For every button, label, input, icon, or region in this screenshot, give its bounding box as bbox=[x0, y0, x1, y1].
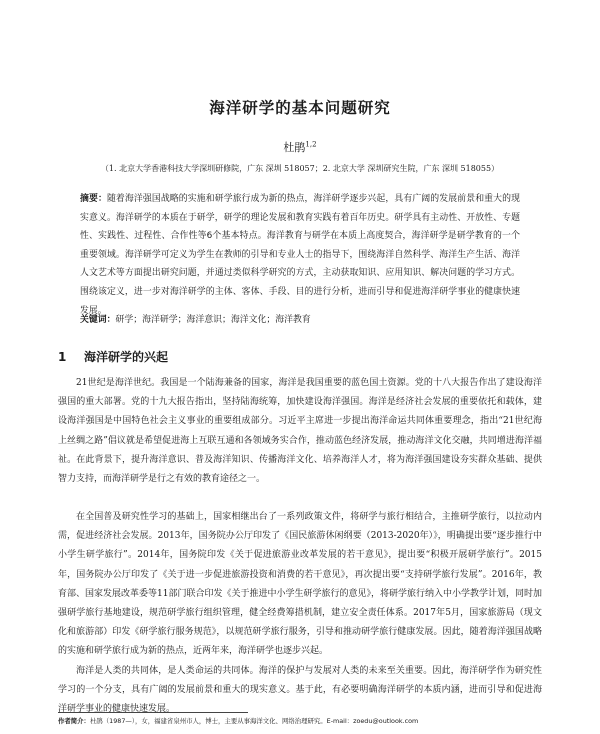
body-paragraph-2: 在全国普及研究性学习的基础上，国家相继出台了一系列政策文件，将研学与旅行相结合，主推研学旅行，以拉动内需，促进经济社会发展。2013年，国务院办公厅印发了《国民旅游休闲纲要（2013-2020年）》，明确提出要“逐步推行中小学生研学旅行”。2014年，国务院印发《关于促进旅游业改革发展的若干意见》，提出要“积极开展研学旅行”。2015年，国务院办公厅印发了《关于进一步促进旅游投资和消费的若干意见》，再次提出要“支持研学旅行发展”。2016年，教育部、国家发展改革委等11部门联合印发《关于推进中小学生研学旅行的意见》，将研学旅行纳入中小学教学计划，同时加强研学旅行基地建设，规范研学旅行组织管理，健全经费筹措机制，建立安全责任体系。2017年5月，国家旅游局（现文化和旅游部）印发《研学旅行服务规范》，以规范研学旅行服务，引导和推动研学旅行健康发展。因此，随着海洋强国战略的实施和研学旅行成为新的热点，近两年来，海洋研学也逐步兴起。 bbox=[58, 512, 542, 657]
abstract-label: 摘要： bbox=[80, 194, 107, 204]
keywords-text: 研学；海洋研学；海洋意识；海洋文化；海洋教育 bbox=[115, 315, 311, 325]
keywords-label: 关键词： bbox=[80, 315, 116, 325]
abstract bbox=[80, 190, 520, 320]
body-paragraph-1: 21世纪是海洋世纪。我国是一个陆海兼备的国家，海洋是我国重要的蓝色国土资源。党的十八大报告作出了建设海洋强国的重大部署。党的十九大报告指出，坚持陆海统筹，加快建设海洋强国。海洋是经济社会发展的重要依托和载体，建设海洋强国是中国特色社会主义事业的重要组成部分。习近平主席进一步提出海洋命运共同体重要理念，指出“21世纪海上丝绸之路”倡议就是希望促进海上互联互通和各领域务实合作，推动蓝色经济发展，推动海洋文化交融，共同增进海洋福祉。在此背景下，提升海洋意识、普及海洋知识、传播海洋文化、培养海洋人才，将为海洋强国建设夯实群众基础、提供智力支持，而海洋研学是行之有效的教育途径之一。 bbox=[58, 378, 542, 485]
abstract-text: 随着海洋强国战略的实施和研学旅行成为新的热点，海洋研学逐步兴起，具有广阔的发展前景和重大的现实意义。海洋研学的本质在于研学，研学的理论发展和教育实践有着百年历史。研学具有主动性、开放性、专题性、实践性、过程性、合作性等6个基本特点。海洋教育与研学在本质上高度契合，海洋研学是研学教育的一个重要领域。海洋研学可定义为学生在教师的引导和专业人士的指导下，围绕海洋自然科学、海洋生产生活、海洋人文艺术等方面提出研究问题，并通过类似科学研究的方式，主动获取知识、应用知识、解决问题的学习方式。围绕该定义，进一步对海洋研学的主体、客体、手段、目的进行分析，进而引导和促进海洋研学事业的健康快速发展。 bbox=[80, 194, 521, 316]
footnote-label: 作者简介： bbox=[58, 717, 90, 725]
footnote-rule bbox=[58, 712, 248, 713]
paper-title: 海洋研学的基本问题研究 bbox=[209, 99, 391, 117]
author-footnote bbox=[58, 716, 542, 725]
affiliation: （1. 北京大学香港科技大学深圳研修院，广东 深圳 518057；2. 北京大学 深圳研究生院，广东 深圳 518055） bbox=[100, 164, 500, 173]
body-paragraph-3: 海洋是人类的共同体，是人类命运的共同体。海洋的保护与发展对人类的未来至关重要。因此，海洋研学作为研究性学习的一个分支，具有广阔的发展前景和重大的现实意义。基于此，有必要明确海洋研学的本质内涵，进而引导和促进海洋研学事业的健康快速发展。 bbox=[58, 666, 542, 715]
footnote-text: 杜鹃（1987—），女，福建省泉州市人，博士，主要从事海洋文化、网络治理研究。E-mail：zoedu@outlook.com bbox=[89, 717, 419, 725]
author-name: 杜鹃 bbox=[283, 141, 306, 154]
author-affil-marks: 1,2 bbox=[305, 140, 317, 149]
section-heading bbox=[58, 348, 168, 365]
author-line bbox=[0, 139, 600, 155]
section-number: 1 bbox=[58, 350, 67, 364]
keywords bbox=[80, 312, 520, 325]
section-title: 海洋研学的兴起 bbox=[84, 350, 169, 364]
